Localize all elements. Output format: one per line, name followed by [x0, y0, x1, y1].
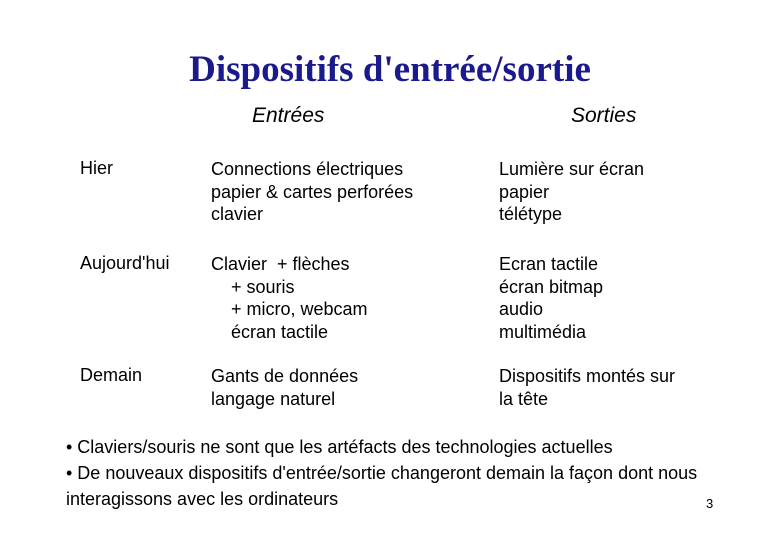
outputs-line: Ecran tactile [499, 254, 599, 274]
column-header-outputs: Sorties [571, 104, 637, 127]
outputs-line: Dispositifs montés sur [499, 366, 676, 386]
bullet-list [66, 434, 706, 512]
inputs-aujourdhui [211, 253, 368, 343]
row-label-hier: Hier [80, 158, 114, 178]
inputs-line: écran tactile [211, 321, 329, 342]
inputs-line: + souris [211, 276, 295, 297]
outputs-line: papier [499, 181, 550, 202]
inputs-demain [211, 365, 358, 410]
outputs-line: télétype [499, 204, 563, 224]
outputs-demain [499, 365, 675, 410]
outputs-line: multimédia [499, 321, 587, 342]
bullet-item: • De nouveaux dispositifs d'entrée/sortie changeront demain la façon dont nous interagissons avec les ordinateurs [66, 463, 698, 509]
column-header-inputs: Entrées [252, 104, 325, 127]
inputs-line: clavier [211, 204, 264, 224]
outputs-line: la tête [499, 388, 549, 409]
bullet-item: • Claviers/souris ne sont que les artéfacts des technologies actuelles [66, 437, 613, 457]
inputs-line: + micro, webcam [211, 299, 368, 319]
inputs-line: Gants de données [211, 366, 359, 386]
slide-title: Dispositifs d'entrée/sortie [189, 49, 591, 90]
inputs-line: papier & cartes perforées [211, 181, 414, 202]
row-label-aujourdhui: Aujourd'hui [80, 253, 170, 273]
outputs-line: Lumière sur écran [499, 159, 645, 179]
inputs-line: langage naturel [211, 388, 336, 409]
inputs-line: Connections électriques [211, 159, 404, 179]
outputs-hier [499, 158, 644, 226]
row-label-demain: Demain [80, 365, 143, 385]
outputs-aujourdhui [499, 253, 603, 343]
outputs-line: écran bitmap [499, 276, 604, 297]
outputs-line: audio [499, 299, 544, 319]
inputs-line: Clavier + flèches [211, 254, 350, 274]
page-number: 3 [706, 496, 714, 511]
inputs-hier [211, 158, 413, 226]
